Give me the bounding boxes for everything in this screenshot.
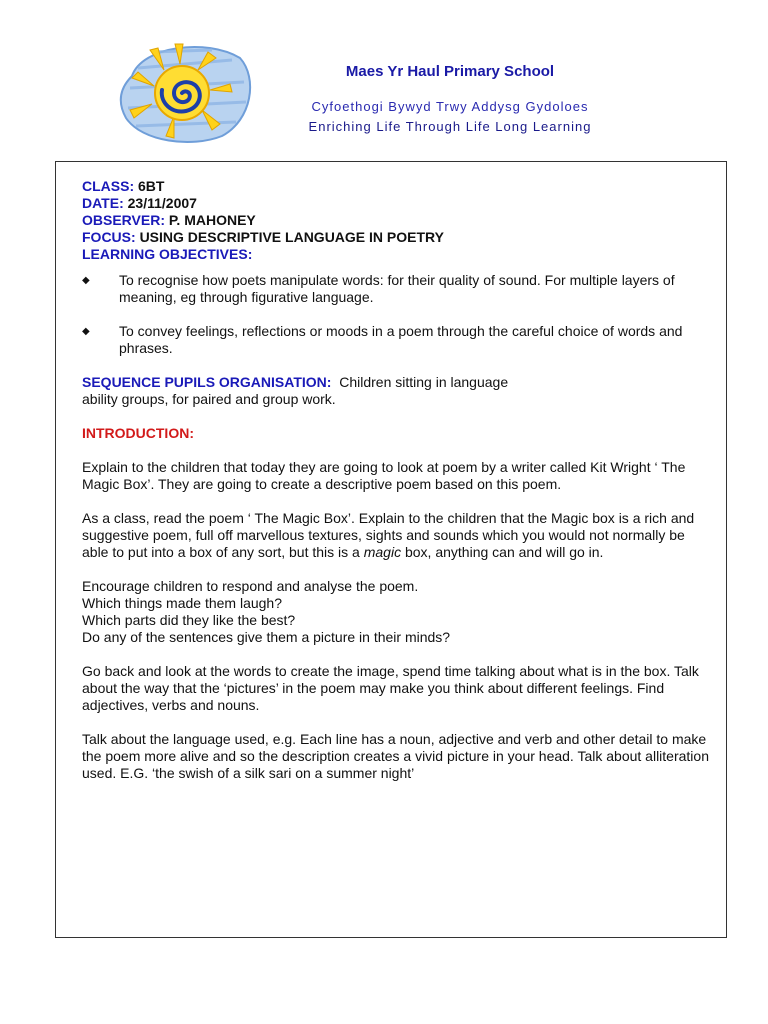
sequence-label: SEQUENCE PUPILS ORGANISATION:: [82, 374, 332, 390]
focus-label: FOCUS:: [82, 229, 136, 245]
class-row: [82, 178, 712, 195]
english-motto: Enriching Life Through Life Long Learning: [308, 119, 592, 134]
lesson-plan-body: [82, 178, 712, 799]
objective-text: To recognise how poets manipulate words: for their quality of sound. For multiple layers of meaning, eg through figurative language.: [119, 272, 675, 305]
sequence-text-line2: ability groups, for paired and group work.: [82, 391, 336, 407]
intro-p3-line: Encourage children to respond and analyse the poem.: [82, 578, 419, 594]
sequence-text-line1: Children sitting in language: [339, 374, 509, 390]
intro-p3-line: Which things made them laugh?: [82, 595, 282, 611]
welsh-motto: Cyfoethogi Bywyd Trwy Addysg Gydoloes: [311, 99, 589, 114]
objectives-list: [82, 272, 712, 357]
date-value: 23/11/2007: [127, 195, 197, 211]
school-header: [270, 60, 630, 134]
date-label: DATE:: [82, 195, 124, 211]
intro-paragraph-3: [82, 578, 712, 646]
list-item: [82, 272, 712, 306]
observer-row: [82, 212, 712, 229]
sequence-paragraph: [82, 374, 712, 408]
intro-p2-start: As a class, read the poem ‘ The Magic Box’. Explain to the children that the Magic box is a rich and suggestive poem, full off marvellous textures, sights and sounds which you would not normally be able to put into a box of any sort, but this is a: [82, 510, 695, 560]
school-logo-sun-icon: [112, 38, 258, 146]
objective-text: To convey feelings, reflections or moods in a poem through the careful choice of words and phrases.: [119, 323, 683, 356]
intro-paragraph-4: Go back and look at the words to create the image, spend time talking about what is in the box. Talk about the way that the ‘pictures’ in the poem may make you think about different feelings. Find adjectives, verbs and nouns.: [82, 663, 699, 713]
observer-label: OBSERVER:: [82, 212, 165, 228]
class-value: 6BT: [138, 178, 165, 194]
date-row: [82, 195, 712, 212]
intro-paragraph-1: Explain to the children that today they are going to look at poem by a writer called Kit Wright ‘ The Magic Box’. They are going to create a descriptive poem based on this poem.: [82, 459, 686, 492]
diamond-bullet-icon: ◆: [82, 326, 90, 337]
intro-p3-line: Which parts did they like the best?: [82, 612, 296, 628]
intro-paragraph-5: Talk about the language used, e.g. Each line has a noun, adjective and verb and other detail to make the poem more alive and so the description creates a vivid picture in your head. Talk about alliteration used. E.G. ‘the swish of a silk sari on a summer night’: [82, 731, 709, 781]
school-name: Maes Yr Haul Primary School: [345, 63, 555, 80]
diamond-bullet-icon: ◆: [82, 275, 90, 286]
intro-p2-end: box, anything can and will go in.: [401, 544, 604, 560]
intro-p3-line: Do any of the sentences give them a picture in their minds?: [82, 629, 451, 645]
introduction-heading: INTRODUCTION:: [82, 425, 194, 441]
class-label: CLASS:: [82, 178, 135, 194]
focus-value: USING DESCRIPTIVE LANGUAGE IN POETRY: [139, 229, 444, 245]
focus-row: [82, 229, 712, 246]
observer-value: P. MAHONEY: [168, 212, 256, 228]
intro-paragraph-2: [82, 510, 712, 561]
intro-p2-italic: magic: [363, 544, 402, 560]
objectives-heading: LEARNING OBJECTIVES:: [82, 246, 253, 262]
list-item: [82, 323, 712, 357]
